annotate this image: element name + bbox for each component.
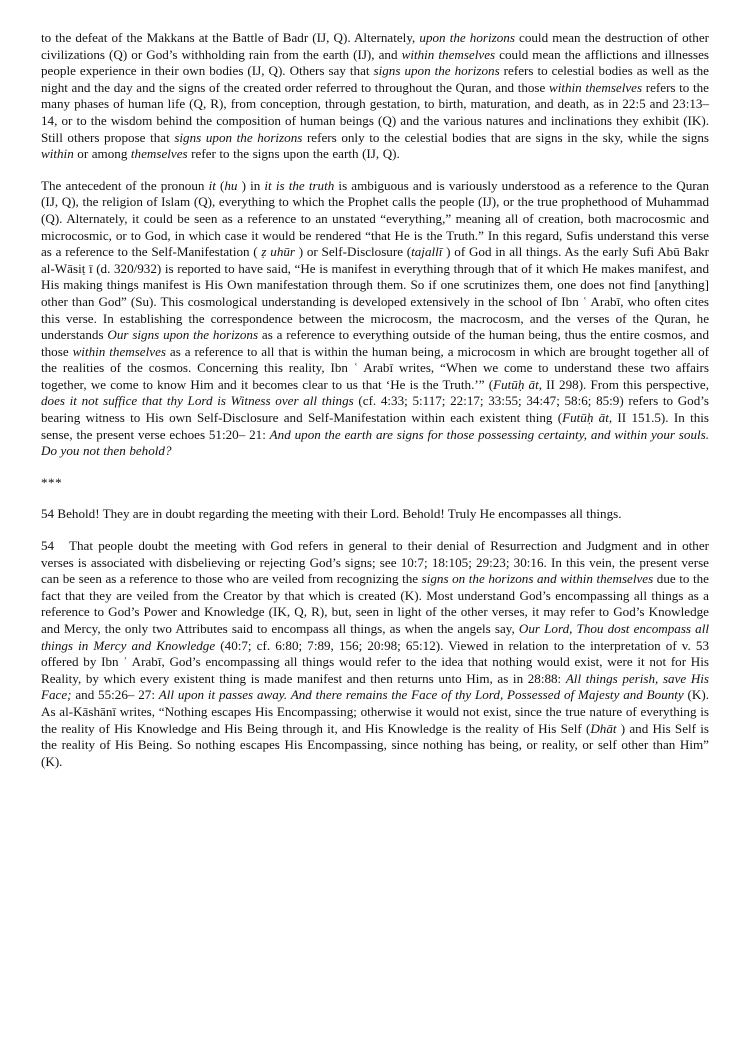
section-separator: *** [41,474,63,490]
verse-54-translation: 54 Behold! They are in doubt regarding the meeting with their Lord. Behold! Truly He encompasses all things. [41,506,622,522]
paragraph-commentary-53-continued: to the defeat of the Makkans at the Battle of Badr (IJ, Q). Alternately, upon the horizons could mean the destruction of other civilizations (Q) or God’s withholding rain from the earth (IJ), and within themselves could mean the afflictions and illnesses people experience in their own bodies (IJ, Q). Others say that signs upon the horizons refers to celestial bodies as well as the night and the day and the signs of the created order referred to throughout the Quran, and those within themselves refers to the many phases of human life (Q, R), from conception, through gestation, to birth, maturation, and death, as in 22:5 and 23:13– 14, or to the wisdom behind the composition of human beings (Q) and the various natures and inclinations they exhibit (IK). Still others propose that signs upon the horizons refers only to the celestial bodies that are signs in the sky, while the signs within or among themselves refer to the signs upon the earth (IJ, Q). [41,30,710,162]
paragraph-commentary-54 [41,538,709,770]
commentary-verse-number: 54 [41,538,55,554]
commentary-54-body: That people doubt the meeting with God refers in general to their denial of Resurrection and Judgment and in other verses is associated with disbelieving or rejecting God’s signs; see 10:7; 18:105; 29:23; 30:16. In this vein, the present verse can be seen as a reference to those who are veiled from recognizing the signs on the horizons and within themselves due to the fact that they are veiled from the Creator by that which is created (K). Most understand God’s encompassing all things as a reference to God’s Power and Knowledge (IK, Q, R), but, seen in light of the other verses, it may refer to God’s Knowledge and Mercy, the only two Attributes said to encompass all things, as when the angels say, Our Lord, Thou dost encompass all things in Mercy and Knowledge (40:7; cf. 6:80; 7:89, 156; 20:98; 65:12). Viewed in relation to the interpretation of v. 53 offered by Ibn ʿ Arabī, God’s encompassing all things would refer to the idea that nothing would exist, were it not for His Reality, by which every existent thing is made manifest and then returns unto Him, as in 28:88: All things perish, save His Face; and 55:26– 27: All upon it passes away. And there remains the Face of thy Lord, Possessed of Majesty and Bounty (K). As al-Kāshānī writes, “Nothing escapes His Encompassing; otherwise it would not exist, since the true nature of everything is the reality of His Knowledge and His Being through it, and His Knowledge is the reality of His Self (Dhāt ) and His Self is the reality of His Being. So nothing escapes His Encompassing, since nothing has being, or reality, or self other than Him” (K). [41,538,710,769]
paragraph-pronoun-antecedent: The antecedent of the pronoun it (hu ) in it is the truth is ambiguous and is variously understood as a reference to the Quran (IJ, Q), the religion of Islam (Q), everything to which the Prophet calls the people (IJ), or the true prophethood of Muhammad (Q). Alternately, it could be seen as a reference to an unstated “everything,” meaning all of creation, both macrocosmic and microcosmic, or to God, in which case it would be rendered “that He is the Truth.” In this regard, Sufis understand this verse as a reference to the Self-Manifestation ( ẓ uhūr ) or Self-Disclosure (tajallī ) of God in all things. As the early Sufi Abū Bakr al-Wāsiṭ ī (d. 320/932) is reported to have said, “He is manifest in everything through that of it which He makes manifest, and His making things manifest is His Own manifestation through them. So if one scrutinizes them, one does not find [anything] other than God” (Su). This cosmological understanding is developed extensively in the school of Ibn ʿ Arabī, who often cites this verse. In establishing the correspondence between the microcosm, the macrocosm, and the verses of the Quran, he understands Our signs upon the horizons as a reference to everything outside of the human being, thus the entire cosmos, and those within themselves as a reference to all that is within the human being, a microcosm in which are brought together all of the realities of the cosmos. Concerning this reality, Ibn ʿ Arabī writes, “When we come to understand these two affairs together, we come to know Him and it becomes clear to us that ‘He is the Truth.’” (Futūḥ āt, II 298). From this perspective, does it not suffice that thy Lord is Witness over all things (cf. 4:33; 5:117; 22:17; 33:55; 34:47; 58:6; 85:9) refers to God’s bearing witness to His own Self-Disclosure and Self-Manifestation within each existent thing (Futūḥ āt, II 151.5). In this sense, the present verse echoes 51:20– 21: And upon the earth are signs for those possessing certainty, and within your souls. Do you not then behold? [41,177,710,459]
page-content [41,30,709,770]
